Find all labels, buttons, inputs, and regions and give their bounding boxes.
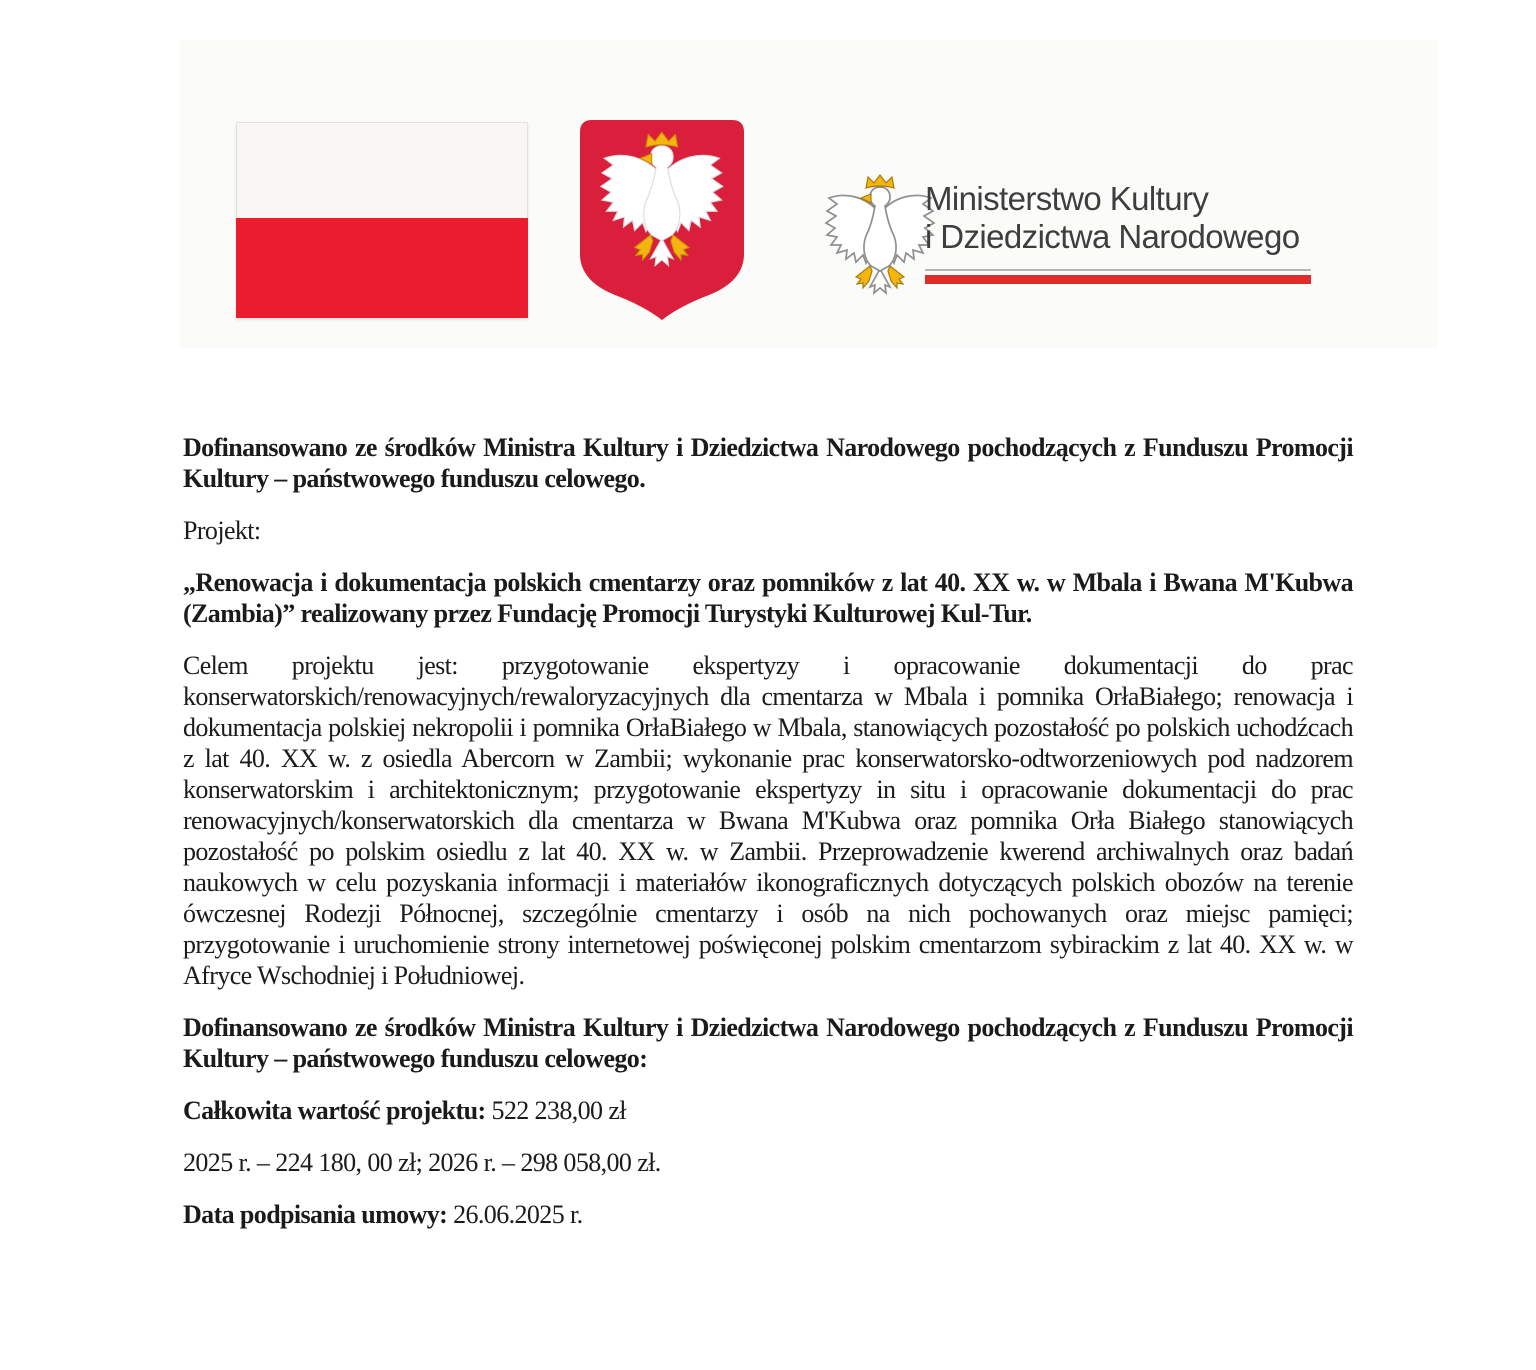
flag-white-stripe [236, 122, 528, 218]
ministry-name-line2: i Dziedzictwa Narodowego [925, 218, 1300, 255]
ministry-underline-red [925, 275, 1311, 284]
polish-flag-image [236, 122, 528, 318]
ministry-name [925, 180, 1325, 256]
document-body [0, 432, 1536, 1230]
ministry-logo [808, 40, 1438, 348]
project-label: Projekt: [183, 516, 261, 545]
ministry-underline-gray [925, 269, 1311, 271]
total-value-label: Całkowita wartość projektu: [183, 1096, 486, 1125]
yearly-breakdown: 2025 r. – 224 180, 00 zł; 2026 r. – 298 058,00 zł. [183, 1148, 661, 1177]
ministry-name-line1: Ministerstwo Kultury [925, 180, 1209, 217]
ministry-eagle-icon [820, 173, 940, 305]
funding-note: Dofinansowano ze środków Ministra Kultury i Dziedzictwa Narodowego pochodzących z Funduszu Promocji Kultury – państwowego funduszu celowego. [183, 433, 1353, 493]
signing-date-line [183, 1199, 1353, 1230]
signing-date-label: Data podpisania umowy: [183, 1200, 448, 1229]
total-value: 522 238,00 zł [491, 1096, 626, 1125]
project-title: „Renowacja i dokumentacja polskich cmentarzy oraz pomników z lat 40. XX w. w Mbala i Bwana M'Kubwa (Zambia)” realizowany przez Fundację Promocji Turystyki Kulturowej Kul-Tur. [183, 568, 1353, 628]
flag-red-stripe [236, 218, 528, 318]
signing-date: 26.06.2025 r. [453, 1200, 583, 1229]
polish-coat-of-arms-icon [578, 118, 746, 322]
project-description: Celem projektu jest: przygotowanie ekspertyzy i opracowanie dokumentacji do prac konserwatorskich/renowacyjnych/rewaloryzacyjnych dla cmentarza w Mbala i pomnika OrłaBiałego; renowacja i dokumentacja polskiej nekropolii i pomnika OrłaBiałego w Mbala, stanowiących pozostałość po polskich uchodźcach z lat 40. XX w. z osiedla Abercorn w Zambii; wykonanie prac konserwatorsko-odtworzeniowych pod nadzorem konserwatorskim i architektonicznym; przygotowanie ekspertyzy in situ i opracowanie dokumentacji do prac renowacyjnych/konserwatorskich dla cmentarza w Bwana M'Kubwa oraz pomnika Orła Białego stanowiących pozostałość po polskim osiedlu z lat 40. XX w. w Zambii. Przeprowadzenie kwerend archiwalnych oraz badań naukowych w celu pozyskania informacji i materiałów ikonograficznych dotyczących polskich obozów na terenie ówczesnej Rodezji Północnej, szczególnie cmentarzy i osób na nich pochowanych oraz miejsc pamięci; przygotowanie i uruchomienie strony internetowej poświęconej polskim cmentarzom sybirackim z lat 40. XX w. w Afryce Wschodniej i Południowej. [183, 651, 1353, 990]
logo-banner [180, 40, 1438, 348]
funding-note-2: Dofinansowano ze środków Ministra Kultury i Dziedzictwa Narodowego pochodzących z Funduszu Promocji Kultury – państwowego funduszu celowego: [183, 1013, 1353, 1073]
total-value-line [183, 1095, 1353, 1126]
